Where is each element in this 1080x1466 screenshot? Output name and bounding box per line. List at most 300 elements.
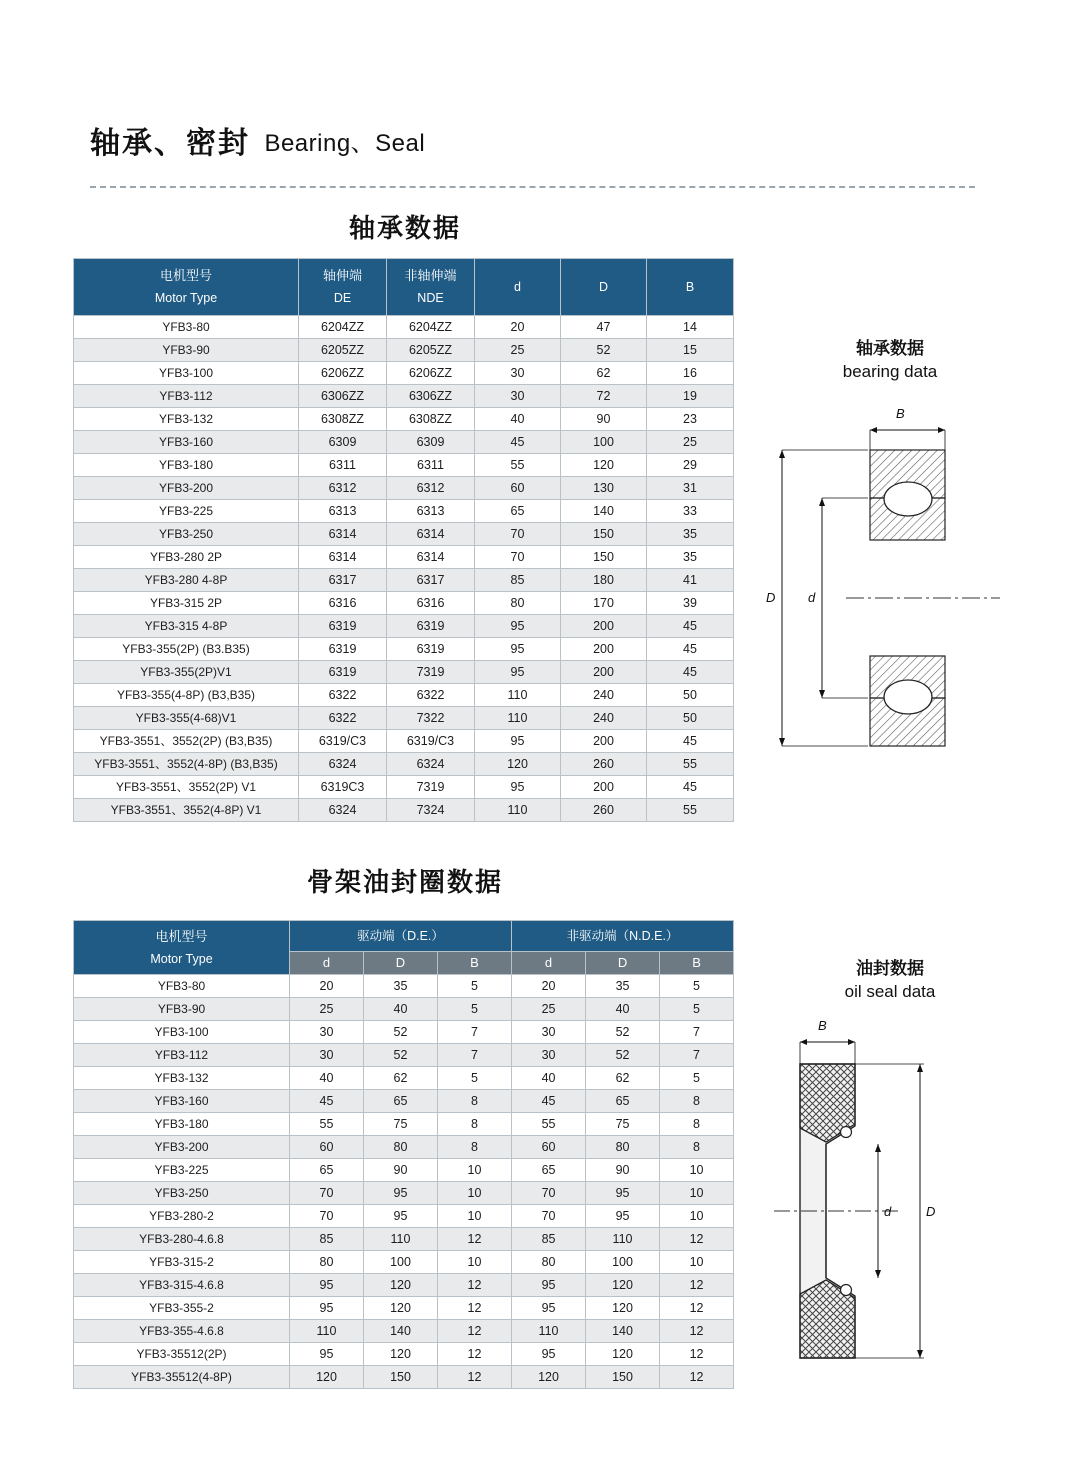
bearing-value-cell: 240: [561, 707, 647, 730]
column-header-de: 轴伸端 DE: [299, 259, 387, 316]
oilseal-value-cell: 12: [438, 1228, 512, 1251]
oilseal-value-cell: 85: [290, 1228, 364, 1251]
oilseal-value-cell: 10: [660, 1159, 734, 1182]
oilseal-value-cell: 95: [512, 1297, 586, 1320]
table-row: [74, 1090, 734, 1113]
bearing-value-cell: 7319: [387, 661, 475, 684]
oilseal-model-cell: YFB3-355-4.6.8: [74, 1320, 290, 1343]
bearing-value-cell: 6317: [299, 569, 387, 592]
bearing-value-cell: 6317: [387, 569, 475, 592]
oilseal-value-cell: 40: [290, 1067, 364, 1090]
oilseal-value-cell: 65: [586, 1090, 660, 1113]
bearing-model-cell: YFB3-315 2P: [74, 592, 299, 615]
table-row: [74, 1343, 734, 1366]
bearing-value-cell: 80: [475, 592, 561, 615]
oilseal-value-cell: 70: [290, 1205, 364, 1228]
bearing-value-cell: 50: [647, 684, 734, 707]
oilseal-value-cell: 110: [586, 1228, 660, 1251]
bearing-value-cell: 6316: [387, 592, 475, 615]
oilseal-value-cell: 55: [512, 1113, 586, 1136]
bearing-value-cell: 110: [475, 684, 561, 707]
oilseal-value-cell: 10: [660, 1251, 734, 1274]
bearing-value-cell: 6319: [387, 638, 475, 661]
bearing-value-cell: 6306ZZ: [387, 385, 475, 408]
bearing-value-cell: 150: [561, 546, 647, 569]
table-row: [74, 1205, 734, 1228]
bearing-cross-section-svg: [760, 398, 1010, 798]
oilseal-value-cell: 20: [512, 975, 586, 998]
bearing-value-cell: 6322: [299, 707, 387, 730]
bearing-model-cell: YFB3-280 2P: [74, 546, 299, 569]
oilseal-value-cell: 12: [438, 1297, 512, 1320]
oilseal-value-cell: 75: [364, 1113, 438, 1136]
bearing-value-cell: 6322: [299, 684, 387, 707]
bearing-value-cell: 50: [647, 707, 734, 730]
oilseal-table-container: [73, 920, 734, 1389]
oilseal-value-cell: 110: [290, 1320, 364, 1343]
bearing-model-cell: YFB3-132: [74, 408, 299, 431]
table-row: [74, 753, 734, 776]
bearing-value-cell: 19: [647, 385, 734, 408]
oilseal-value-cell: 12: [660, 1297, 734, 1320]
oilseal-value-cell: 5: [438, 998, 512, 1021]
document-header: [90, 118, 990, 162]
bearing-model-cell: YFB3-225: [74, 500, 299, 523]
page-title-en: Bearing、Seal: [264, 129, 426, 157]
bearing-dim-D-label: D: [766, 589, 776, 605]
table-row: [74, 707, 734, 730]
oilseal-value-cell: 150: [364, 1366, 438, 1389]
oilseal-value-cell: 62: [586, 1067, 660, 1090]
bearing-model-cell: YFB3-355(4-68)V1: [74, 707, 299, 730]
oilseal-value-cell: 95: [364, 1182, 438, 1205]
oilseal-value-cell: 120: [586, 1343, 660, 1366]
bearing-value-cell: 6206ZZ: [387, 362, 475, 385]
oilseal-model-cell: YFB3-80: [74, 975, 290, 998]
bearing-value-cell: 7324: [387, 799, 475, 822]
bearing-model-cell: YFB3-355(2P) (B3.B35): [74, 638, 299, 661]
oilseal-value-cell: 12: [660, 1366, 734, 1389]
oilseal-value-cell: 90: [586, 1159, 660, 1182]
oilseal-model-cell: YFB3-225: [74, 1159, 290, 1182]
bearing-value-cell: 45: [647, 661, 734, 684]
bearing-value-cell: 6319: [387, 615, 475, 638]
oilseal-value-cell: 8: [438, 1136, 512, 1159]
bearing-model-cell: YFB3-355(4-8P) (B3,B35): [74, 684, 299, 707]
column-header-de-group: 驱动端（D.E.）: [290, 921, 512, 952]
oilseal-value-cell: 20: [290, 975, 364, 998]
bearing-value-cell: 29: [647, 454, 734, 477]
bearing-value-cell: 6319/C3: [387, 730, 475, 753]
oilseal-value-cell: 70: [512, 1205, 586, 1228]
table-row: [74, 569, 734, 592]
oilseal-value-cell: 10: [660, 1205, 734, 1228]
oilseal-value-cell: 7: [438, 1044, 512, 1067]
bearing-value-cell: 15: [647, 339, 734, 362]
bearing-section-heading: 轴承数据: [348, 213, 461, 243]
bearing-value-cell: 6314: [387, 546, 475, 569]
oilseal-value-cell: 12: [438, 1320, 512, 1343]
oilseal-value-cell: 120: [290, 1366, 364, 1389]
oilseal-value-cell: 65: [290, 1159, 364, 1182]
oilseal-value-cell: 80: [364, 1136, 438, 1159]
oilseal-value-cell: 7: [660, 1044, 734, 1067]
oilseal-model-cell: YFB3-355-2: [74, 1297, 290, 1320]
bearing-value-cell: 45: [647, 776, 734, 799]
table-row: [74, 998, 734, 1021]
oilseal-model-cell: YFB3-280-2: [74, 1205, 290, 1228]
oilseal-model-cell: YFB3-160: [74, 1090, 290, 1113]
oilseal-value-cell: 8: [660, 1136, 734, 1159]
oilseal-value-cell: 35: [364, 975, 438, 998]
oilseal-value-cell: 95: [290, 1274, 364, 1297]
oilseal-model-cell: YFB3-132: [74, 1067, 290, 1090]
bearing-model-cell: YFB3-200: [74, 477, 299, 500]
oilseal-value-cell: 10: [660, 1182, 734, 1205]
bearing-value-cell: 110: [475, 707, 561, 730]
bearing-value-cell: 6319/C3: [299, 730, 387, 753]
bearing-value-cell: 45: [647, 638, 734, 661]
bearing-value-cell: 150: [561, 523, 647, 546]
bearing-value-cell: 6313: [299, 500, 387, 523]
oilseal-data-table: [73, 920, 734, 1389]
bearing-value-cell: 95: [475, 638, 561, 661]
bearing-value-cell: 6314: [299, 523, 387, 546]
bearing-value-cell: 7319: [387, 776, 475, 799]
oilseal-value-cell: 120: [586, 1274, 660, 1297]
column-header-model: 电机型号 Motor Type: [74, 259, 299, 316]
oilseal-value-cell: 80: [290, 1251, 364, 1274]
table-row: [74, 638, 734, 661]
table-row: [74, 408, 734, 431]
oilseal-value-cell: 100: [586, 1251, 660, 1274]
bearing-table-body: [74, 316, 734, 822]
oilseal-model-cell: YFB3-90: [74, 998, 290, 1021]
oilseal-value-cell: 30: [512, 1044, 586, 1067]
bearing-value-cell: 47: [561, 316, 647, 339]
bearing-value-cell: 7322: [387, 707, 475, 730]
bearing-value-cell: 55: [647, 799, 734, 822]
bearing-figure-caption: 轴承数据 bearing data: [842, 339, 938, 381]
column-header-de-B: B: [438, 952, 512, 975]
oilseal-model-cell: YFB3-180: [74, 1113, 290, 1136]
bearing-value-cell: 25: [475, 339, 561, 362]
bearing-value-cell: 260: [561, 753, 647, 776]
oilseal-value-cell: 52: [586, 1021, 660, 1044]
oilseal-value-cell: 95: [512, 1343, 586, 1366]
bearing-dim-B-label: B: [896, 405, 905, 421]
oilseal-figure-drawing: [760, 1016, 1010, 1416]
oilseal-table-body: [74, 975, 734, 1389]
bearing-model-cell: YFB3-315 4-8P: [74, 615, 299, 638]
column-header-d: d: [475, 259, 561, 316]
oilseal-dim-d-label: d: [884, 1203, 892, 1219]
table-row: [74, 523, 734, 546]
bearing-value-cell: 20: [475, 316, 561, 339]
column-header-D: D: [561, 259, 647, 316]
table-row: [74, 316, 734, 339]
oilseal-model-cell: YFB3-35512(4-8P): [74, 1366, 290, 1389]
oilseal-value-cell: 25: [512, 998, 586, 1021]
bearing-model-cell: YFB3-160: [74, 431, 299, 454]
table-row: [74, 1136, 734, 1159]
oilseal-model-cell: YFB3-280-4.6.8: [74, 1228, 290, 1251]
oilseal-model-cell: YFB3-250: [74, 1182, 290, 1205]
table-row: [74, 1044, 734, 1067]
table-row: [74, 1297, 734, 1320]
table-row: [74, 615, 734, 638]
oilseal-value-cell: 10: [438, 1251, 512, 1274]
oilseal-value-cell: 45: [290, 1090, 364, 1113]
bearing-value-cell: 16: [647, 362, 734, 385]
bearing-value-cell: 6319: [299, 615, 387, 638]
oilseal-value-cell: 12: [438, 1274, 512, 1297]
oilseal-model-cell: YFB3-100: [74, 1021, 290, 1044]
bearing-value-cell: 6205ZZ: [387, 339, 475, 362]
bearing-value-cell: 6204ZZ: [299, 316, 387, 339]
table-row: [74, 1251, 734, 1274]
bearing-value-cell: 14: [647, 316, 734, 339]
bearing-value-cell: 6312: [387, 477, 475, 500]
column-header-nde-group: 非驱动端（N.D.E.）: [512, 921, 734, 952]
bearing-value-cell: 180: [561, 569, 647, 592]
oilseal-value-cell: 7: [660, 1021, 734, 1044]
oilseal-value-cell: 90: [364, 1159, 438, 1182]
oilseal-value-cell: 62: [364, 1067, 438, 1090]
bearing-value-cell: 95: [475, 776, 561, 799]
bearing-value-cell: 6319: [299, 661, 387, 684]
bearing-value-cell: 130: [561, 477, 647, 500]
oilseal-value-cell: 12: [438, 1366, 512, 1389]
oilseal-value-cell: 35: [586, 975, 660, 998]
oilseal-model-cell: YFB3-35512(2P): [74, 1343, 290, 1366]
bearing-value-cell: 95: [475, 730, 561, 753]
oilseal-value-cell: 40: [512, 1067, 586, 1090]
oilseal-value-cell: 80: [512, 1251, 586, 1274]
oilseal-value-cell: 8: [660, 1113, 734, 1136]
oilseal-value-cell: 95: [586, 1182, 660, 1205]
oilseal-value-cell: 95: [290, 1343, 364, 1366]
bearing-value-cell: 6205ZZ: [299, 339, 387, 362]
oilseal-value-cell: 12: [438, 1343, 512, 1366]
bearing-value-cell: 6311: [299, 454, 387, 477]
oilseal-value-cell: 10: [438, 1182, 512, 1205]
bearing-value-cell: 6324: [387, 753, 475, 776]
bearing-value-cell: 85: [475, 569, 561, 592]
bearing-value-cell: 6308ZZ: [387, 408, 475, 431]
bearing-value-cell: 6313: [387, 500, 475, 523]
table-header-row-group: [74, 921, 734, 952]
oilseal-value-cell: 5: [438, 975, 512, 998]
bearing-value-cell: 6316: [299, 592, 387, 615]
oilseal-value-cell: 52: [364, 1021, 438, 1044]
table-row: [74, 1021, 734, 1044]
table-row: [74, 776, 734, 799]
bearing-value-cell: 260: [561, 799, 647, 822]
oilseal-value-cell: 70: [512, 1182, 586, 1205]
bearing-value-cell: 100: [561, 431, 647, 454]
bearing-figure: [760, 338, 1020, 798]
bearing-value-cell: 35: [647, 523, 734, 546]
bearing-model-cell: YFB3-3551、3552(4-8P) V1: [74, 799, 299, 822]
bearing-model-cell: YFB3-3551、3552(2P) V1: [74, 776, 299, 799]
oilseal-figure: [760, 958, 1020, 1416]
bearing-value-cell: 6314: [387, 523, 475, 546]
bearing-value-cell: 6306ZZ: [299, 385, 387, 408]
oilseal-value-cell: 100: [364, 1251, 438, 1274]
oilseal-value-cell: 52: [364, 1044, 438, 1067]
oilseal-value-cell: 5: [660, 998, 734, 1021]
table-row: [74, 730, 734, 753]
table-row: [74, 339, 734, 362]
bearing-value-cell: 200: [561, 730, 647, 753]
oilseal-value-cell: 95: [364, 1205, 438, 1228]
column-header-B: B: [647, 259, 734, 316]
bearing-value-cell: 140: [561, 500, 647, 523]
table-row: [74, 546, 734, 569]
oilseal-value-cell: 7: [438, 1021, 512, 1044]
bearing-value-cell: 55: [475, 454, 561, 477]
table-header-row: [74, 259, 734, 316]
table-row: [74, 975, 734, 998]
oilseal-value-cell: 95: [512, 1274, 586, 1297]
oilseal-value-cell: 120: [364, 1274, 438, 1297]
oilseal-value-cell: 65: [364, 1090, 438, 1113]
oilseal-value-cell: 30: [290, 1044, 364, 1067]
bearing-value-cell: 200: [561, 776, 647, 799]
oilseal-value-cell: 95: [586, 1205, 660, 1228]
column-header-nde-d: d: [512, 952, 586, 975]
oilseal-section-heading: 骨架油封圈数据: [306, 867, 503, 897]
bearing-model-cell: YFB3-80: [74, 316, 299, 339]
table-row: [74, 684, 734, 707]
table-row: [74, 477, 734, 500]
bearing-value-cell: 31: [647, 477, 734, 500]
bearing-value-cell: 39: [647, 592, 734, 615]
bearing-model-cell: YFB3-100: [74, 362, 299, 385]
bearing-value-cell: 45: [647, 615, 734, 638]
table-row: [74, 1067, 734, 1090]
page-title-cn: 轴承、密封: [90, 127, 250, 160]
oilseal-model-cell: YFB3-200: [74, 1136, 290, 1159]
column-header-model: 电机型号 Motor Type: [74, 921, 290, 975]
oilseal-model-cell: YFB3-112: [74, 1044, 290, 1067]
oilseal-value-cell: 52: [586, 1044, 660, 1067]
bearing-value-cell: 200: [561, 615, 647, 638]
bearing-value-cell: 72: [561, 385, 647, 408]
oilseal-value-cell: 45: [512, 1090, 586, 1113]
column-header-nde-B: B: [660, 952, 734, 975]
oilseal-value-cell: 80: [586, 1136, 660, 1159]
bearing-value-cell: 200: [561, 638, 647, 661]
table-row: [74, 454, 734, 477]
bearing-value-cell: 6324: [299, 799, 387, 822]
table-row: [74, 362, 734, 385]
oilseal-value-cell: 12: [660, 1343, 734, 1366]
bearing-value-cell: 6319C3: [299, 776, 387, 799]
bearing-value-cell: 40: [475, 408, 561, 431]
oilseal-value-cell: 40: [364, 998, 438, 1021]
bearing-value-cell: 45: [475, 431, 561, 454]
oilseal-value-cell: 75: [586, 1113, 660, 1136]
bearing-value-cell: 23: [647, 408, 734, 431]
oilseal-value-cell: 60: [512, 1136, 586, 1159]
oilseal-value-cell: 150: [586, 1366, 660, 1389]
oilseal-value-cell: 12: [660, 1228, 734, 1251]
column-header-de-d: d: [290, 952, 364, 975]
bearing-value-cell: 30: [475, 385, 561, 408]
bearing-value-cell: 55: [647, 753, 734, 776]
oilseal-value-cell: 120: [586, 1297, 660, 1320]
table-row: [74, 799, 734, 822]
oilseal-value-cell: 120: [364, 1297, 438, 1320]
bearing-model-cell: YFB3-180: [74, 454, 299, 477]
table-row: [74, 1320, 734, 1343]
table-row: [74, 431, 734, 454]
bearing-value-cell: 6312: [299, 477, 387, 500]
bearing-model-cell: YFB3-90: [74, 339, 299, 362]
table-row: [74, 1182, 734, 1205]
bearing-value-cell: 95: [475, 661, 561, 684]
oilseal-value-cell: 70: [290, 1182, 364, 1205]
oilseal-value-cell: 60: [290, 1136, 364, 1159]
bearing-value-cell: 120: [561, 454, 647, 477]
bearing-value-cell: 240: [561, 684, 647, 707]
bearing-model-cell: YFB3-355(2P)V1: [74, 661, 299, 684]
oilseal-value-cell: 95: [290, 1297, 364, 1320]
oilseal-value-cell: 10: [438, 1205, 512, 1228]
bearing-value-cell: 6204ZZ: [387, 316, 475, 339]
bearing-value-cell: 41: [647, 569, 734, 592]
bearing-value-cell: 33: [647, 500, 734, 523]
bearing-value-cell: 6311: [387, 454, 475, 477]
bearing-figure-drawing: [760, 398, 1010, 798]
oilseal-figure-caption: 油封数据 oil seal data: [844, 959, 936, 1001]
oilseal-value-cell: 140: [364, 1320, 438, 1343]
bearing-data-table: [73, 258, 734, 822]
bearing-model-cell: YFB3-3551、3552(4-8P) (B3,B35): [74, 753, 299, 776]
bearing-value-cell: 110: [475, 799, 561, 822]
bearing-value-cell: 200: [561, 661, 647, 684]
bearing-value-cell: 6309: [387, 431, 475, 454]
bearing-value-cell: 70: [475, 523, 561, 546]
table-row: [74, 385, 734, 408]
oilseal-value-cell: 40: [586, 998, 660, 1021]
bearing-value-cell: 45: [647, 730, 734, 753]
bearing-value-cell: 60: [475, 477, 561, 500]
table-row: [74, 1228, 734, 1251]
oilseal-value-cell: 140: [586, 1320, 660, 1343]
bearing-value-cell: 65: [475, 500, 561, 523]
column-header-nde-D: D: [586, 952, 660, 975]
oilseal-value-cell: 8: [660, 1090, 734, 1113]
bearing-model-cell: YFB3-3551、3552(2P) (B3,B35): [74, 730, 299, 753]
table-row: [74, 1274, 734, 1297]
bearing-model-cell: YFB3-112: [74, 385, 299, 408]
oilseal-value-cell: 55: [290, 1113, 364, 1136]
oilseal-value-cell: 110: [364, 1228, 438, 1251]
table-row: [74, 1113, 734, 1136]
oilseal-value-cell: 12: [660, 1274, 734, 1297]
bearing-value-cell: 6324: [299, 753, 387, 776]
oilseal-dim-D-label: D: [926, 1203, 936, 1219]
bearing-value-cell: 90: [561, 408, 647, 431]
bearing-value-cell: 70: [475, 546, 561, 569]
bearing-value-cell: 62: [561, 362, 647, 385]
oilseal-value-cell: 10: [438, 1159, 512, 1182]
column-header-nde: 非轴伸端 NDE: [387, 259, 475, 316]
bearing-table-container: [73, 258, 734, 822]
